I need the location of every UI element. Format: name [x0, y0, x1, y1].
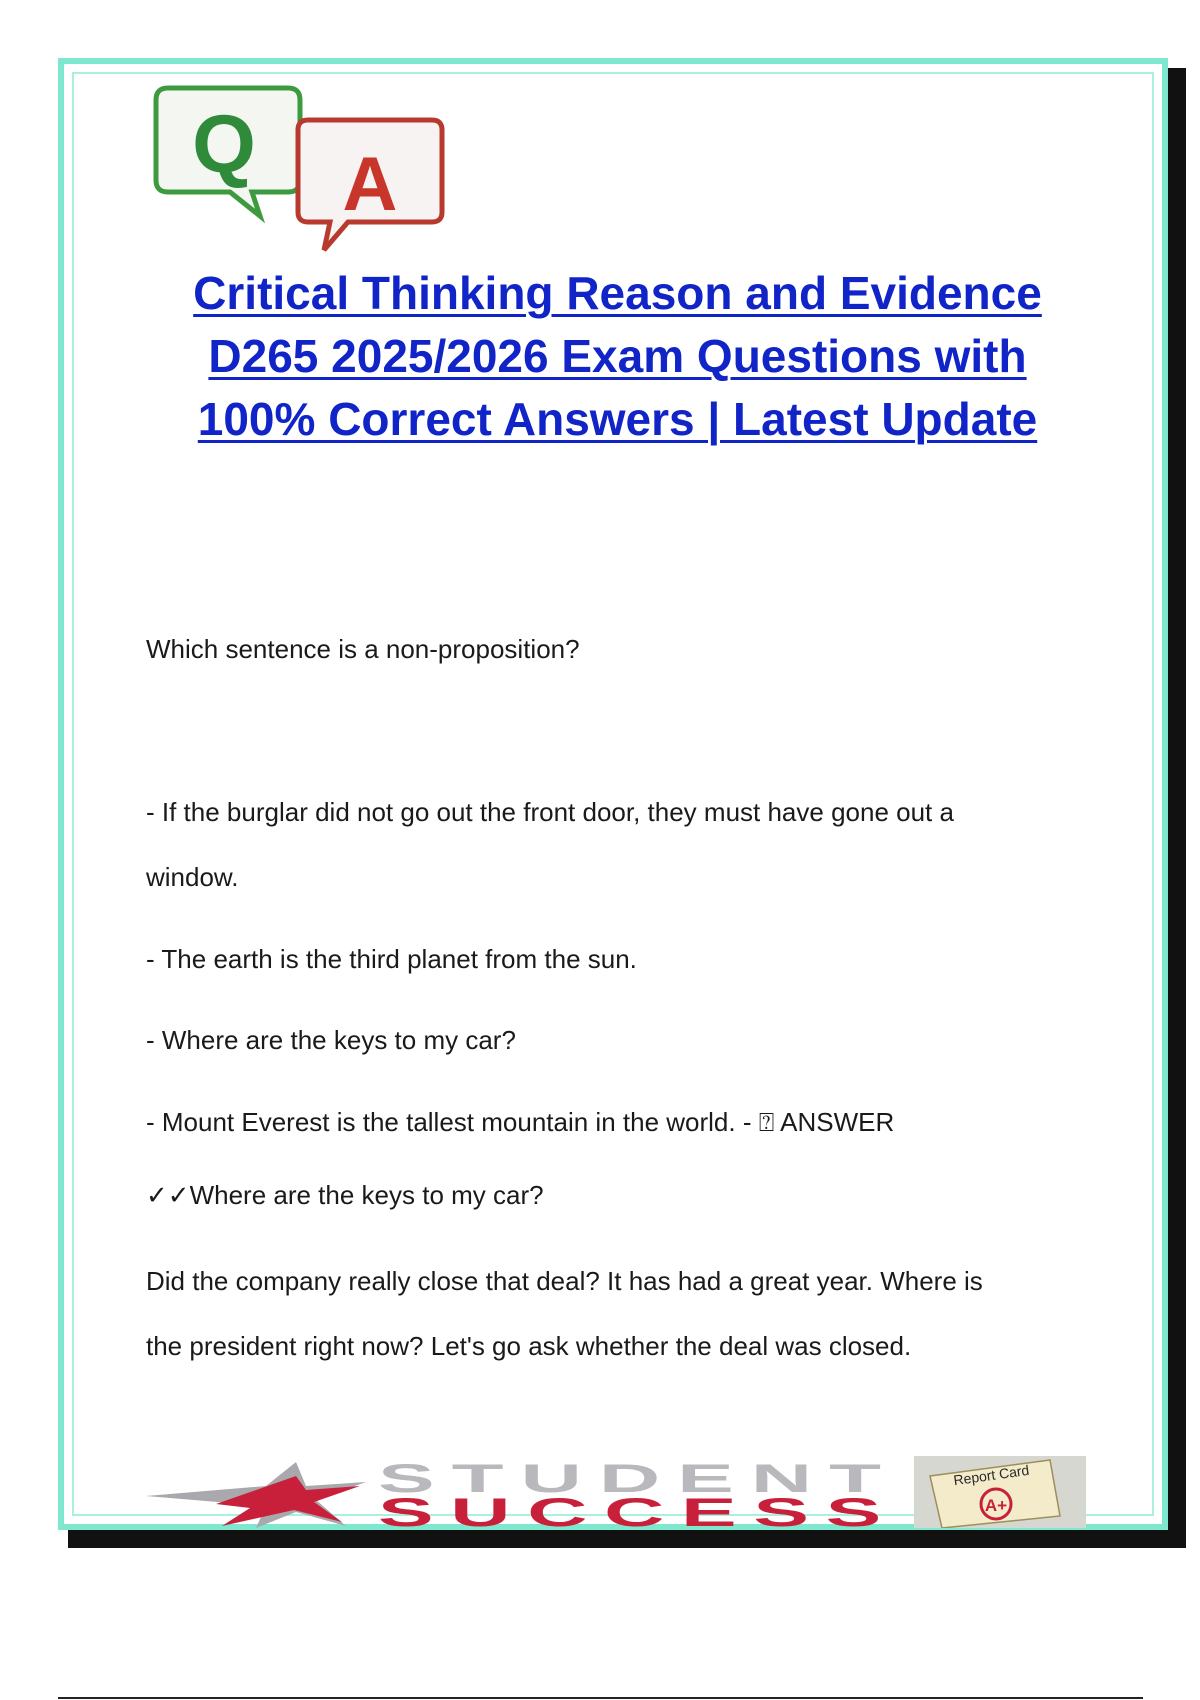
document-title: [120, 262, 1115, 451]
next-question-line: the president right now? Let's go ask whether the deal was closed.: [146, 1331, 912, 1361]
option-line: - Where are the keys to my car?: [146, 1025, 516, 1055]
question-prompt: Which sentence is a non-proposition?: [146, 634, 580, 664]
q-letter: Q: [192, 99, 256, 190]
option-line: - If the burglar did not go out the front door, they must have gone out a: [146, 797, 954, 827]
option-line-answer-marker: - Mount Everest is the tallest mountain in the world. - ⍰ ANSWER: [146, 1107, 895, 1137]
bottom-divider: [58, 1697, 1143, 1699]
student-success-banner: [146, 1456, 1086, 1528]
next-question-line: Did the company really close that deal? It has had a great year. Where is: [146, 1266, 983, 1296]
a-letter: A: [342, 142, 398, 227]
report-card-label: Report Card: [952, 1461, 1031, 1489]
banner-word-student: STUDENT: [378, 1457, 898, 1501]
option-line: window.: [146, 862, 239, 892]
option-line: - The earth is the third planet from the sun.: [146, 944, 637, 974]
report-card-grade: A+: [984, 1496, 1008, 1515]
a-bubble: [298, 120, 442, 250]
q-bubble: [156, 88, 300, 216]
correct-answer: ✓✓Where are the keys to my car?: [146, 1180, 544, 1210]
title-line: D265 2025/2026 Exam Questions with: [208, 330, 1027, 382]
title-line: 100% Correct Answers | Latest Update: [197, 393, 1038, 445]
title-line: Critical Thinking Reason and Evidence: [193, 267, 1042, 319]
banner-word-success: SUCCESS: [378, 1491, 898, 1528]
qa-logo: [148, 84, 448, 262]
star-logo: [146, 1462, 366, 1528]
report-card-image: [914, 1456, 1086, 1528]
